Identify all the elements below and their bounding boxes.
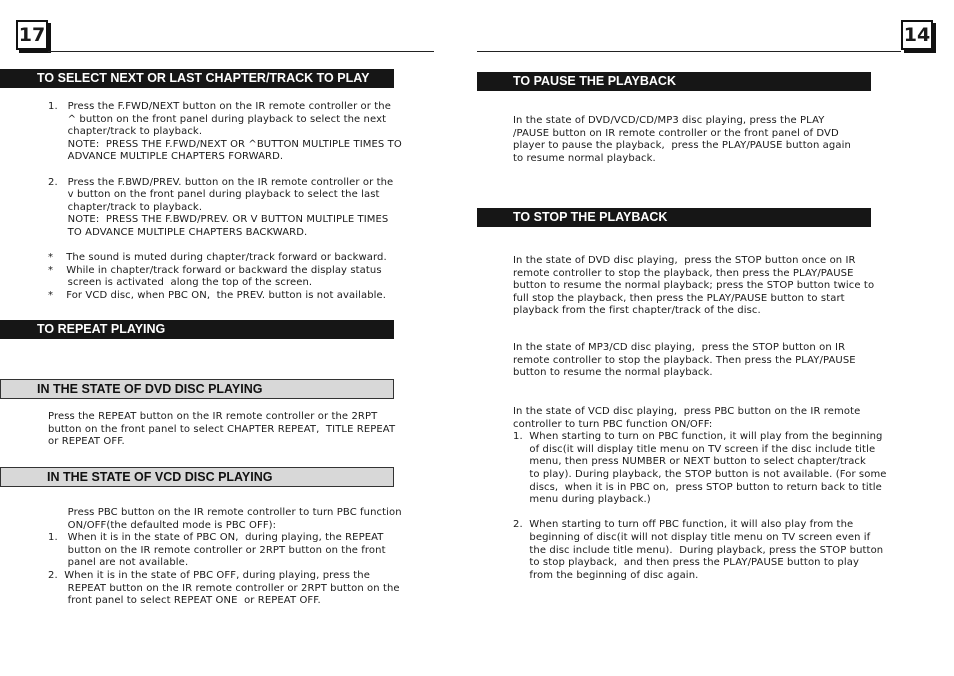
- next-chapter-text: [48, 101, 402, 303]
- text-line: [48, 240, 402, 253]
- text-line: Press the REPEAT button on the IR remote controller or the 2RPT: [48, 411, 378, 422]
- text-line: /PAUSE button on IR remote controller or the front panel of DVD: [513, 127, 839, 139]
- text-line: playback from the first chapter/track of the disc.: [513, 305, 761, 317]
- text-line: controller to turn PBC function ON/OFF:: [513, 418, 713, 430]
- text-line: remote controller to stop the playback, then press the PLAY/PAUSE: [513, 267, 854, 279]
- text-line: to resume normal playback.: [513, 152, 656, 164]
- text-line: menu during playback.): [513, 494, 651, 506]
- text-line: full stop the playback, then press the PLAY/PAUSE button to start: [513, 292, 845, 304]
- page-number-left: 17: [16, 20, 48, 50]
- heading-repeat: TO REPEAT PLAYING: [0, 320, 394, 339]
- text-line: from the beginning of disc again.: [513, 569, 699, 581]
- text-line: v button on the front panel during playback to select the last: [48, 189, 380, 201]
- text-line: In the state of MP3/CD disc playing, press the STOP button on IR: [513, 342, 846, 353]
- text-line: Press PBC button on the IR remote controller to turn PBC function: [48, 507, 402, 518]
- heading-pause: TO PAUSE THE PLAYBACK: [477, 72, 871, 91]
- pause-text: [513, 115, 851, 165]
- text-line: discs, when it is in PBC on, press STOP button to return back to title: [513, 481, 882, 493]
- text-line: 2. When starting to turn off PBC function, it will also play from the: [513, 519, 854, 531]
- text-line: NOTE: PRESS THE F.FWD/NEXT OR ^BUTTON MULTIPLE TIMES TO: [48, 138, 402, 150]
- text-line: chapter/track to playback.: [48, 201, 203, 213]
- text-line: to stop playback, and then press the PLAY/PAUSE button to play: [513, 557, 859, 569]
- text-line: screen is activated along the top of the screen.: [48, 277, 313, 289]
- text-line: * While in chapter/track forward or backward the display status: [48, 264, 382, 276]
- text-line: front panel to select REPEAT ONE or REPEAT OFF.: [48, 595, 321, 607]
- heading-stop: TO STOP THE PLAYBACK: [477, 208, 871, 227]
- text-line: button to resume the normal playback; press the STOP button twice to: [513, 280, 875, 292]
- text-line: * For VCD disc, when PBC ON, the PREV. button is not available.: [48, 289, 387, 301]
- stop-vcd-text: [513, 406, 887, 582]
- text-line: panel are not available.: [48, 557, 189, 569]
- text-line: beginning of disc(it will not display title menu on TV screen even if: [513, 531, 871, 543]
- heading-dvd-repeat: IN THE STATE OF DVD DISC PLAYING: [0, 379, 394, 399]
- text-line: of disc(it will display title menu on TV screen if the disc include title: [513, 443, 876, 455]
- text-line: * The sound is muted during chapter/track forward or backward.: [48, 252, 387, 264]
- header-rule-right: [477, 51, 901, 52]
- text-line: 1. Press the F.FWD/NEXT button on the IR remote controller or the: [48, 101, 391, 112]
- text-line: In the state of VCD disc playing, press PBC button on the IR remote: [513, 406, 861, 417]
- text-line: [513, 507, 887, 520]
- text-line: REPEAT button on the IR remote controller or 2RPT button on the: [48, 582, 400, 594]
- text-line: button on the IR remote controller or 2RPT button on the front: [48, 544, 386, 556]
- heading-next-chapter: TO SELECT NEXT OR LAST CHAPTER/TRACK TO PLAY: [0, 69, 394, 88]
- text-line: In the state of DVD/VCD/CD/MP3 disc playing, press the PLAY: [513, 115, 825, 126]
- heading-vcd-repeat: IN THE STATE OF VCD DISC PLAYING: [0, 467, 394, 487]
- text-line: 1. When it is in the state of PBC ON, during playing, the REPEAT: [48, 532, 384, 544]
- dvd-repeat-text: [48, 411, 395, 449]
- text-line: ON/OFF(the defaulted mode is PBC OFF):: [48, 519, 277, 531]
- text-line: [48, 164, 402, 177]
- text-line: the disc include title menu). During playback, press the STOP button: [513, 544, 884, 556]
- text-line: ADVANCE MULTIPLE CHAPTERS FORWARD.: [48, 151, 284, 163]
- text-line: TO ADVANCE MULTIPLE CHAPTERS BACKWARD.: [48, 226, 308, 238]
- text-line: player to pause the playback, press the PLAY/PAUSE button again: [513, 140, 851, 152]
- vcd-repeat-text: [48, 507, 402, 608]
- text-line: ^ button on the front panel during playback to select the next: [48, 113, 387, 125]
- text-line: 1. When starting to turn on PBC function, it will play from the beginning: [513, 431, 883, 443]
- text-line: In the state of DVD disc playing, press the STOP button once on IR: [513, 255, 856, 266]
- text-line: or REPEAT OFF.: [48, 436, 125, 448]
- text-line: menu, then press NUMBER or NEXT button to select chapter/track: [513, 456, 866, 468]
- text-line: button to resume the normal playback.: [513, 367, 713, 379]
- text-line: 2. When it is in the state of PBC OFF, during playing, press the: [48, 569, 370, 581]
- stop-mp3-text: [513, 342, 856, 380]
- text-line: remote controller to stop the playback. Then press the PLAY/PAUSE: [513, 354, 856, 366]
- stop-dvd-text: [513, 255, 874, 318]
- page-number-right: 14: [901, 20, 933, 50]
- text-line: NOTE: PRESS THE F.BWD/PREV. OR V BUTTON MULTIPLE TIMES: [48, 214, 389, 226]
- header-rule-left: [48, 51, 434, 52]
- text-line: 2. Press the F.BWD/PREV. button on the IR remote controller or the: [48, 176, 394, 188]
- text-line: button on the front panel to select CHAPTER REPEAT, TITLE REPEAT: [48, 423, 396, 435]
- text-line: chapter/track to playback.: [48, 126, 203, 138]
- text-line: to play). During playback, the STOP button is not available. (For some: [513, 468, 887, 480]
